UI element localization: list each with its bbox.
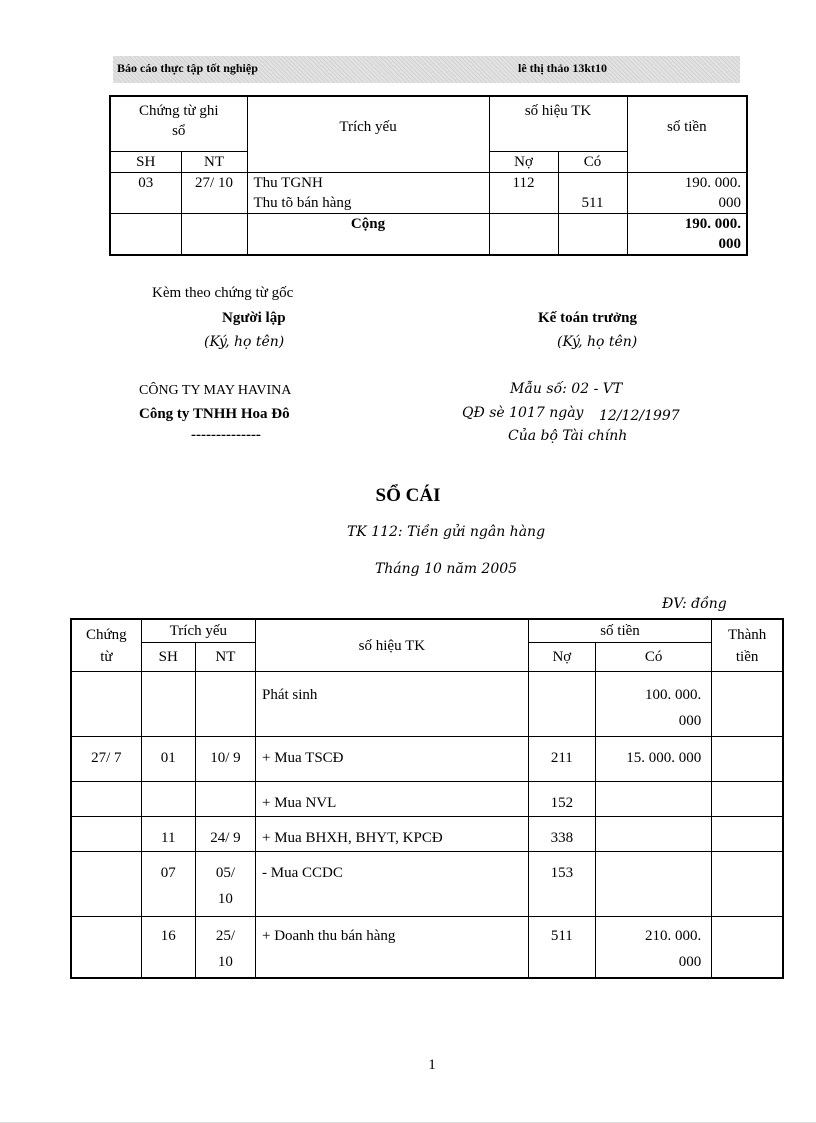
company-subname: Công ty TNHH Hoa Đô (139, 406, 290, 422)
ledger-head-sotien: số tiền (528, 619, 712, 643)
ledger-desc: + Doanh thu bán hàng (255, 917, 528, 979)
ledger-nt: 10/ 9 (195, 737, 255, 782)
ledger-head-sohieu: số hiệu TK (255, 619, 528, 672)
ledger-head-co: Có (595, 643, 711, 672)
form-number: Mẫu số: 02 - VT (510, 381, 623, 397)
voucher-sh: 03 (110, 173, 181, 214)
unit-label: ĐV: đồng (662, 596, 727, 612)
ledger-desc: - Mua CCDC (255, 852, 528, 917)
ledger-desc: + Mua BHXH, BHYT, KPCĐ (255, 817, 528, 852)
ledger-desc: + Mua NVL (255, 782, 528, 817)
ledger-head-sh: SH (141, 643, 195, 672)
ledger-nt: 05/ 10 (195, 852, 255, 917)
ledger-sh: 11 (141, 817, 195, 852)
voucher-no: 112 (489, 173, 558, 214)
table-row (110, 214, 747, 256)
ledger-table (70, 618, 784, 979)
table-row (110, 173, 747, 214)
company-name: CÔNG TY MAY HAVINA (139, 383, 292, 398)
ledger-head-thanhtien: Thành tiền (712, 619, 783, 672)
ledger-debit: 152 (528, 782, 595, 817)
ledger-desc: Phát sinh (255, 672, 528, 737)
ledger-period: Tháng 10 năm 2005 (374, 561, 518, 577)
ledger-desc: + Mua TSCĐ (255, 737, 528, 782)
voucher-head-sotien: số tiền (627, 96, 747, 173)
voucher-desc: Thu TGNH Thu tõ bán hàng (247, 173, 489, 214)
voucher-nt: 27/ 10 (181, 173, 247, 214)
chief-accountant-label: Kế toán trưởng (538, 310, 637, 326)
ledger-sh: 07 (141, 852, 195, 917)
ministry-text: Của bộ Tài chính (508, 428, 628, 444)
dash-line: -------------- (191, 427, 261, 443)
ledger-nt: 25/ 10 (195, 917, 255, 979)
voucher-head-sohieu: số hiệu TK (489, 96, 627, 152)
table-row (71, 817, 783, 852)
ledger-debit: 211 (528, 737, 595, 782)
ledger-sh: 16 (141, 917, 195, 979)
report-title: Báo cáo thực tập tốt nghiệp (117, 61, 258, 75)
voucher-total-amount: 190. 000. 000 (627, 214, 747, 256)
page-number: 1 (428, 1057, 436, 1073)
voucher-amount: 190. 000. 000 (627, 173, 747, 214)
ledger-subtitle: TK 112: Tiền gửi ngân hàng (346, 524, 546, 540)
ledger-credit: 210. 000. 000 (595, 917, 711, 979)
ledger-head-chungtu: Chứng từ (71, 619, 141, 672)
ledger-debit: 153 (528, 852, 595, 917)
report-header-bar (113, 56, 740, 83)
ledger-sh: 01 (141, 737, 195, 782)
voucher-head-trichyeu: Trích yếu (247, 96, 489, 173)
attach-note: Kèm theo chứng từ gốc (152, 285, 294, 301)
ledger-credit: 15. 000. 000 (595, 737, 711, 782)
preparer-label: Người lập (222, 310, 286, 326)
table-row (71, 672, 783, 737)
ledger-nt: 24/ 9 (195, 817, 255, 852)
author-info: lê thị thảo 13kt10 (518, 61, 608, 75)
table-row (71, 852, 783, 917)
decision-text: QĐ sè 1017 ngày (462, 405, 584, 421)
ledger-head-nt: NT (195, 643, 255, 672)
decision-date: 12/12/1997 (599, 408, 680, 424)
ledger-debit: 338 (528, 817, 595, 852)
ledger-debit: 511 (528, 917, 595, 979)
chief-accountant-sign: (Ký, họ tên) (557, 334, 638, 350)
table-row (71, 737, 783, 782)
table-row (71, 782, 783, 817)
voucher-head-chungtu: Chứng từ ghi sổ (110, 96, 247, 152)
ledger-head-trichyeu: Trích yếu (141, 619, 255, 643)
voucher-head-sh: SH (110, 152, 181, 173)
voucher-head-co: Có (558, 152, 627, 173)
voucher-co: 511 (558, 173, 627, 214)
voucher-table (109, 95, 748, 256)
voucher-head-no: Nợ (489, 152, 558, 173)
preparer-sign: (Ký, họ tên) (204, 334, 285, 350)
table-row (71, 917, 783, 979)
voucher-head-nt: NT (181, 152, 247, 173)
ledger-voucher: 27/ 7 (71, 737, 141, 782)
voucher-total-label: Cộng (247, 214, 489, 256)
ledger-title: SỔ CÁI (375, 485, 441, 506)
ledger-head-no: Nợ (528, 643, 595, 672)
ledger-credit: 100. 000. 000 (595, 672, 711, 737)
